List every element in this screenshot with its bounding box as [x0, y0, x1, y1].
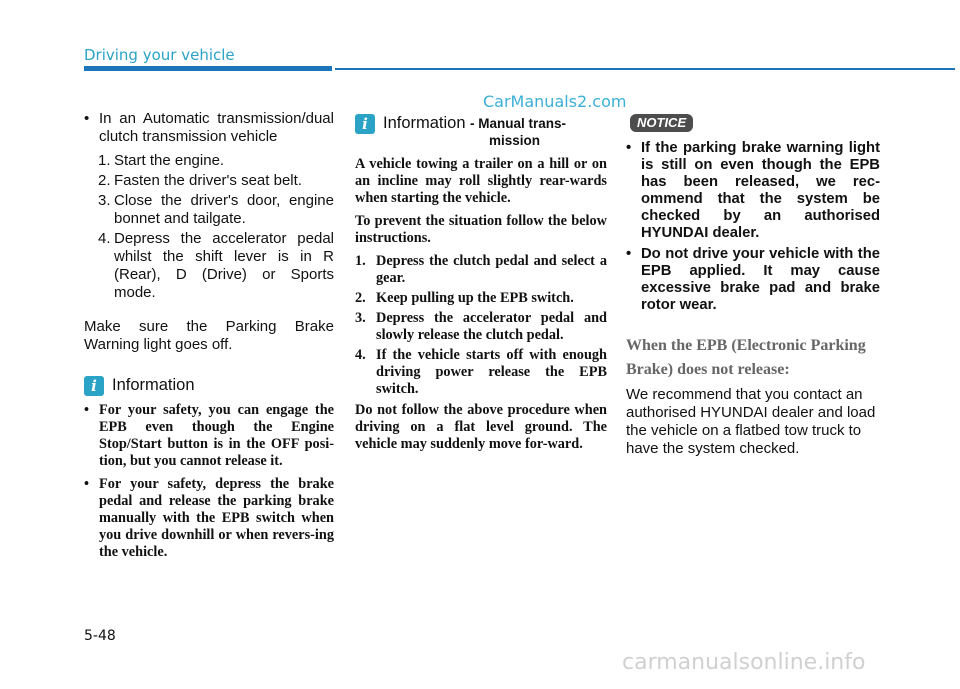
paragraph: To prevent the situation follow the below instructions. — [355, 213, 607, 246]
step-item — [84, 192, 334, 228]
bullet-dot: • — [84, 476, 90, 492]
step-text: If the vehicle starts off with enough driving power release the EPB switch. — [376, 347, 607, 397]
bullet-text: Do not drive your vehicle with the EPB applied. It may cause excessive brake pad and brake rotor wear. — [641, 246, 880, 313]
step-item — [355, 310, 607, 344]
step-text: Keep pulling up the EPB switch. — [376, 290, 574, 306]
section-title: Driving your vehicle — [84, 46, 235, 64]
step-text: Close the driver's door, engine bonnet and tailgate. — [114, 192, 334, 227]
info-heading — [355, 114, 607, 148]
watermark-top: CarManuals2.com — [483, 92, 627, 111]
paragraph: We recommend that you contact an authorised HYUNDAI dealer and load the vehicle on a flatbed tow truck to have the system checked. — [626, 386, 876, 457]
notice-heading — [630, 114, 880, 132]
bullet-text: For your safety, depress the brake pedal and release the parking brake manually with the EPB switch when you drive downhill or when revers-ing the vehicle. — [99, 476, 334, 560]
info-icon: i — [355, 114, 375, 134]
bullet-text: For your safety, you can engage the EPB even though the Engine Stop/Start button is in the OFF posi-tion, but you cannot release it. — [99, 402, 334, 469]
bullet-dot: • — [84, 402, 90, 418]
step-number: 4. — [98, 230, 111, 247]
step-item — [84, 152, 334, 170]
step-number: 1. — [98, 152, 111, 169]
paragraph: Make sure the Parking Brake Warning light goes off. — [84, 318, 334, 353]
info-subtitle-line2: mission — [489, 133, 541, 148]
header-rule-thick — [84, 66, 332, 71]
info-heading-text — [383, 114, 566, 148]
info-bullet — [84, 476, 334, 561]
step-text: Start the engine. — [114, 152, 225, 169]
info-bullet — [84, 402, 334, 470]
info-icon: i — [84, 376, 104, 396]
page-number: 5-48 — [84, 628, 116, 644]
step-number: 3. — [98, 192, 111, 209]
bullet-dot: • — [626, 246, 632, 262]
bullet-text: If the parking brake warning light is still on even though the EPB has been released, we rec-ommend that the system be checked by an authorised HYUNDAI dealer. — [641, 140, 880, 241]
paragraph: Do not follow the above procedure when driving on a flat level ground. The vehicle may suddenly move for-ward. — [355, 402, 607, 452]
bullet-dot: • — [626, 140, 632, 156]
paragraph: A vehicle towing a trailer on a hill or on an incline may roll slightly rear-wards when starting the vehicle. — [355, 156, 607, 206]
step-number: 1. — [355, 253, 366, 269]
step-text: Fasten the driver's seat belt. — [114, 172, 302, 189]
step-text: Depress the clutch pedal and select a gear. — [376, 253, 607, 286]
step-item — [84, 230, 334, 302]
step-item — [355, 290, 607, 307]
info-heading — [84, 376, 334, 396]
watermark-bottom: carmanualsonline.info — [622, 650, 866, 675]
step-text: Depress the accelerator pedal whilst the shift lever is in R (Rear), D (Drive) or Sports mode. — [114, 230, 334, 301]
column-3 — [626, 110, 880, 458]
step-number: 4. — [355, 347, 366, 363]
info-title: Information — [383, 114, 466, 132]
notice-badge: NOTICE — [630, 114, 693, 132]
notice-bullet — [626, 246, 880, 314]
step-text: Depress the accelerator pedal and slowly release the clutch pedal. — [376, 310, 607, 343]
step-number: 3. — [355, 310, 366, 326]
subheading: When the EPB (Electronic Parking Brake) does not release: — [626, 337, 866, 378]
step-item — [355, 253, 607, 287]
bullet-item — [84, 110, 334, 146]
step-item — [84, 172, 334, 190]
bullet-dot: • — [84, 110, 90, 127]
step-number: 2. — [355, 290, 366, 306]
column-2 — [355, 110, 607, 453]
notice-bullet — [626, 140, 880, 242]
info-title: Information — [112, 376, 195, 394]
step-item — [355, 347, 607, 398]
step-number: 2. — [98, 172, 111, 189]
bullet-text: In an Automatic transmission/dual clutch transmission vehicle — [99, 110, 334, 145]
header-rule-thin — [335, 68, 955, 70]
info-subtitle: - Manual trans- — [470, 116, 567, 131]
column-1 — [84, 110, 334, 563]
